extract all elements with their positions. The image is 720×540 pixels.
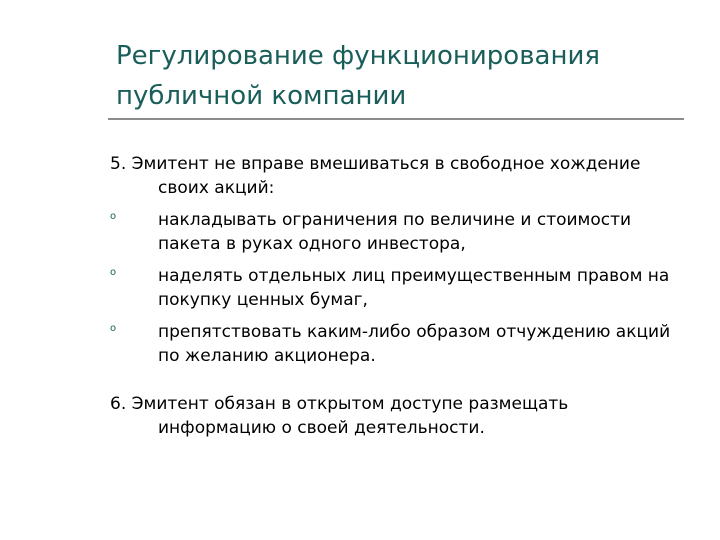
slide-body <box>110 152 690 440</box>
slide-title: Регулирование функционирования публичной компании <box>116 41 600 111</box>
title-divider <box>108 118 684 120</box>
bullet-marker-icon: o <box>110 267 117 278</box>
bullet-item-3 <box>110 320 690 368</box>
bullet-text-3: препятствовать каким-либо образом отчуждению акций по желанию акционера. <box>158 322 671 366</box>
bullet-item-2 <box>110 264 690 312</box>
paragraph-6: 6. Эмитент обязан в открытом доступе размещать информацию о своей деятельности. <box>110 394 569 438</box>
paragraph-5: 5. Эмитент не вправе вмешиваться в свободное хождение своих акций: <box>110 154 641 198</box>
bullet-text-1: накладывать ограничения по величине и стоимости пакета в руках одного инвестора, <box>158 210 632 254</box>
bullet-text-2: наделять отдельных лиц преимущественным правом на покупку ценных бумаг, <box>158 266 670 310</box>
paragraph-spacer <box>110 368 690 392</box>
bullet-marker-icon: o <box>110 211 117 222</box>
bullet-marker-icon: o <box>110 323 117 334</box>
bullet-item-1 <box>110 208 690 256</box>
